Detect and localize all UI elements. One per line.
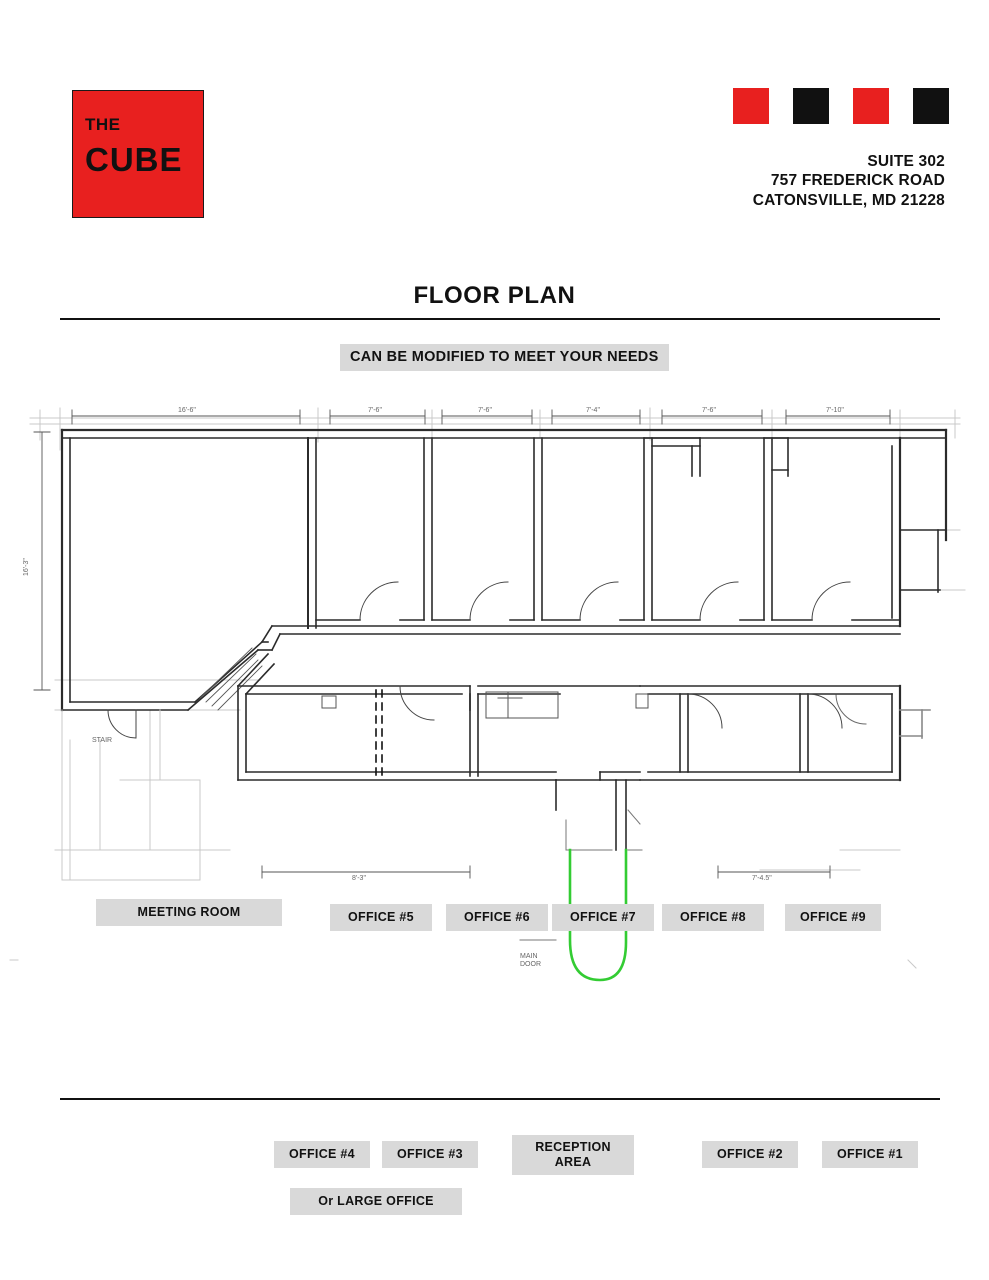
room-label-office-1: OFFICE #1	[822, 1141, 918, 1168]
svg-text:16'-3": 16'-3"	[23, 558, 30, 576]
reception-label-line-2: AREA	[554, 1154, 592, 1169]
svg-text:7'-10": 7'-10"	[826, 407, 844, 414]
svg-text:7'-6": 7'-6"	[368, 407, 382, 414]
room-label-office-8: OFFICE #8	[662, 904, 764, 931]
subtitle-banner: CAN BE MODIFIED TO MEET YOUR NEEDS	[340, 344, 669, 371]
page-title: FLOOR PLAN	[413, 282, 576, 309]
svg-text:MAIN: MAIN	[520, 953, 538, 960]
svg-text:7'-6": 7'-6"	[702, 407, 716, 414]
room-label-office-5: OFFICE #5	[330, 904, 432, 931]
floor-plan-drawing	[0, 380, 989, 1208]
room-label-office-7: OFFICE #7	[552, 904, 654, 931]
svg-text:DOOR: DOOR	[520, 961, 541, 968]
swatch-black-1	[793, 88, 829, 124]
room-label-office-4: OFFICE #4	[274, 1141, 370, 1168]
svg-text:8'-3": 8'-3"	[352, 875, 366, 882]
address-suite: SUITE 302	[867, 153, 945, 170]
svg-text:7'-4.5": 7'-4.5"	[752, 875, 772, 882]
logo-text-the: THE	[85, 115, 121, 134]
company-logo	[72, 90, 204, 218]
svg-text:7'-6": 7'-6"	[478, 407, 492, 414]
room-label-reception-area	[512, 1135, 634, 1175]
address-city-state-zip: CATONSVILLE, MD 21228	[752, 191, 945, 209]
divider-top	[60, 318, 940, 320]
room-label-office-9: OFFICE #9	[785, 904, 881, 931]
room-label-office-3: OFFICE #3	[382, 1141, 478, 1168]
swatch-red-1	[733, 88, 769, 124]
color-swatch-row	[733, 88, 949, 124]
room-label-office-6: OFFICE #6	[446, 904, 548, 931]
logo-text-cube: CUBE	[85, 141, 183, 178]
address-block	[753, 152, 945, 210]
divider-bottom	[60, 1098, 940, 1100]
room-label-office-2: OFFICE #2	[702, 1141, 798, 1168]
svg-text:STAIR: STAIR	[92, 737, 113, 744]
address-street: 757 FREDERICK ROAD	[770, 172, 945, 190]
room-label-large-office: Or LARGE OFFICE	[290, 1188, 462, 1215]
svg-text:7'-4": 7'-4"	[586, 407, 600, 414]
swatch-black-2	[913, 88, 949, 124]
reception-label-line-1: RECEPTION	[535, 1140, 611, 1154]
swatch-red-2	[853, 88, 889, 124]
room-label-meeting-room: MEETING ROOM	[96, 899, 282, 926]
svg-text:16'-6": 16'-6"	[178, 407, 196, 414]
